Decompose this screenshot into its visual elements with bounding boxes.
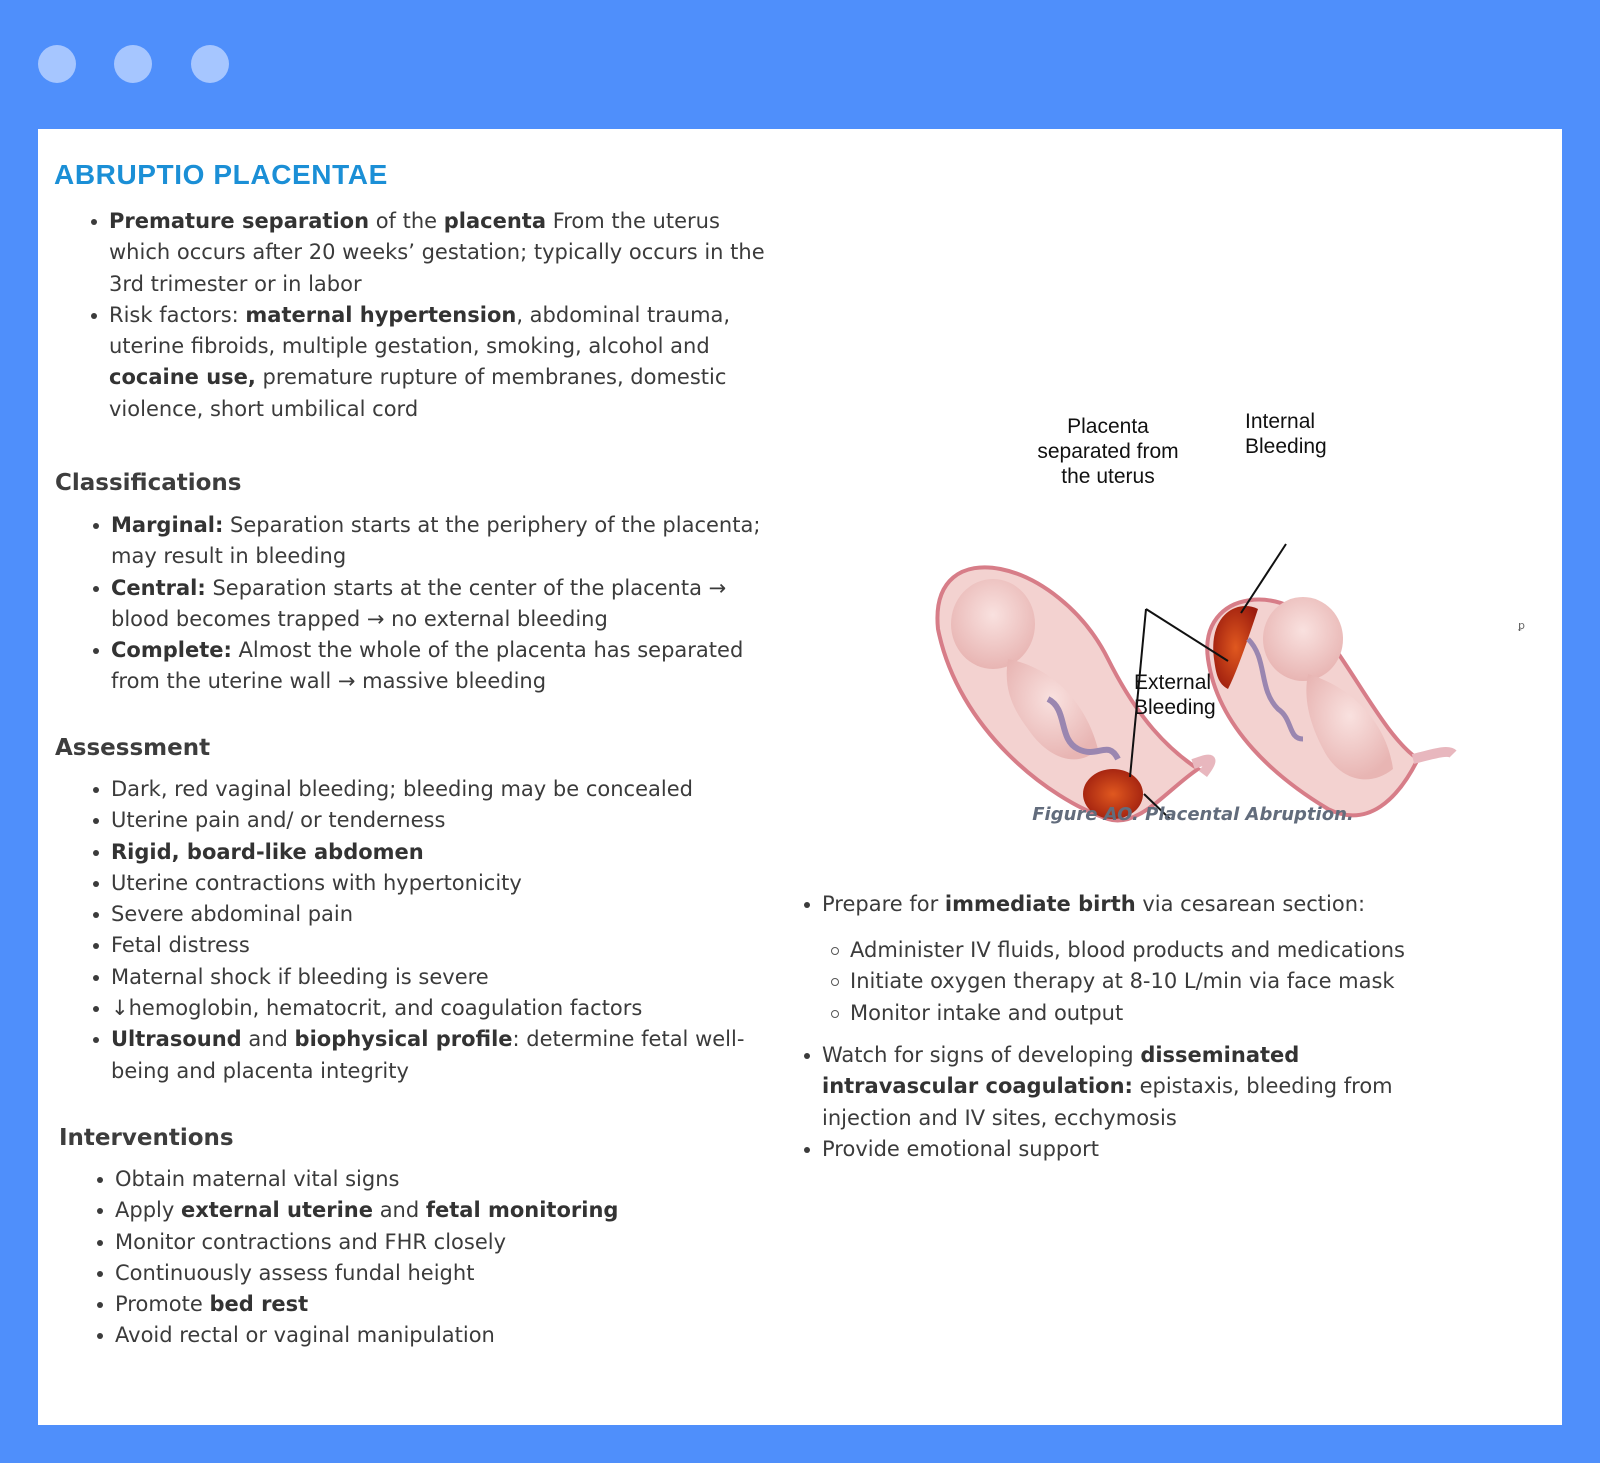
label-external-bleeding: External Bleeding [1134, 671, 1216, 719]
window-dot-minimize[interactable] [114, 45, 152, 83]
list-item: Marginal: Separation starts at the periphery of the placenta; may result in bleeding [111, 510, 781, 573]
list-item: Obtain maternal vital signs [115, 1164, 785, 1195]
list-item: Watch for signs of developing disseminated intravascular coagulation: epistaxis, bleeding from injection and IV sites, ecchymosis [822, 1040, 1442, 1134]
list-item: Ultrasound and biophysical profile: determine fetal well-being and placenta integrity [111, 1024, 791, 1087]
list-item: Apply external uterine and fetal monitoring [115, 1195, 785, 1226]
list-item: Premature separation of the placenta From the uterus which occurs after 20 weeks’ gestation; typically occurs in the 3rd trimester or in labor [109, 206, 779, 300]
assessment-heading: Assessment [55, 735, 211, 761]
list-item: ↓hemoglobin, hematocrit, and coagulation factors [111, 993, 791, 1024]
interventions-heading: Interventions [59, 1125, 234, 1151]
list-item: Severe abdominal pain [111, 899, 791, 930]
list-item: Fetal distress [111, 930, 791, 961]
stray-mark: ꝑ [1518, 619, 1525, 632]
document-card [38, 129, 1562, 1425]
birth-prep-list [822, 889, 1462, 920]
list-item: Continuously assess fundal height [115, 1258, 785, 1289]
window-dot-close[interactable] [38, 45, 76, 83]
window-dot-maximize[interactable] [191, 45, 229, 83]
list-item: Administer IV fluids, blood products and medications [850, 935, 1450, 966]
list-item: Central: Separation starts at the center of the placenta → blood becomes trapped → no external bleeding [111, 573, 781, 636]
list-item: Monitor intake and output [850, 998, 1450, 1029]
list-item: Provide emotional support [822, 1134, 1442, 1165]
list-item: Promote bed rest [115, 1289, 785, 1320]
page-title: ABRUPTIO PLACENTAE [54, 159, 388, 190]
list-item: Maternal shock if bleeding is severe [111, 962, 791, 993]
label-internal-bleeding: Internal Bleeding [1245, 410, 1327, 458]
assessment-list [111, 774, 791, 1087]
dic-list [822, 1040, 1442, 1165]
list-item: Rigid, board-like abdomen [111, 837, 791, 868]
classifications-list [111, 510, 781, 698]
list-item: Uterine contractions with hypertonicity [111, 868, 791, 899]
list-item: Dark, red vaginal bleeding; bleeding may be concealed [111, 774, 791, 805]
list-item: Uterine pain and/ or tenderness [111, 805, 791, 836]
birth-prep-sublist [850, 935, 1450, 1029]
interventions-list [115, 1164, 785, 1352]
right-uterus-drawing [1207, 597, 1453, 815]
label-placenta-separated: Placenta separated from the uterus [1037, 415, 1179, 488]
intro-list [109, 206, 779, 425]
classifications-heading: Classifications [55, 470, 242, 496]
list-item: Monitor contractions and FHR closely [115, 1227, 785, 1258]
list-item: Risk factors: maternal hypertension, abdominal trauma, uterine fibroids, multiple gestation, smoking, alcohol and cocaine use, premature rupture of membranes, domestic violence, short umbilical cord [109, 300, 779, 425]
list-item: Avoid rectal or vaginal manipulation [115, 1320, 785, 1351]
figure-caption: Figure AO. Placental Abruption. [1032, 804, 1354, 825]
list-item: Initiate oxygen therapy at 8-10 L/min via face mask [850, 966, 1450, 997]
list-item: Complete: Almost the whole of the placenta has separated from the uterine wall → massive bleeding [111, 635, 781, 698]
list-item: Prepare for immediate birth via cesarean section: [822, 889, 1462, 920]
